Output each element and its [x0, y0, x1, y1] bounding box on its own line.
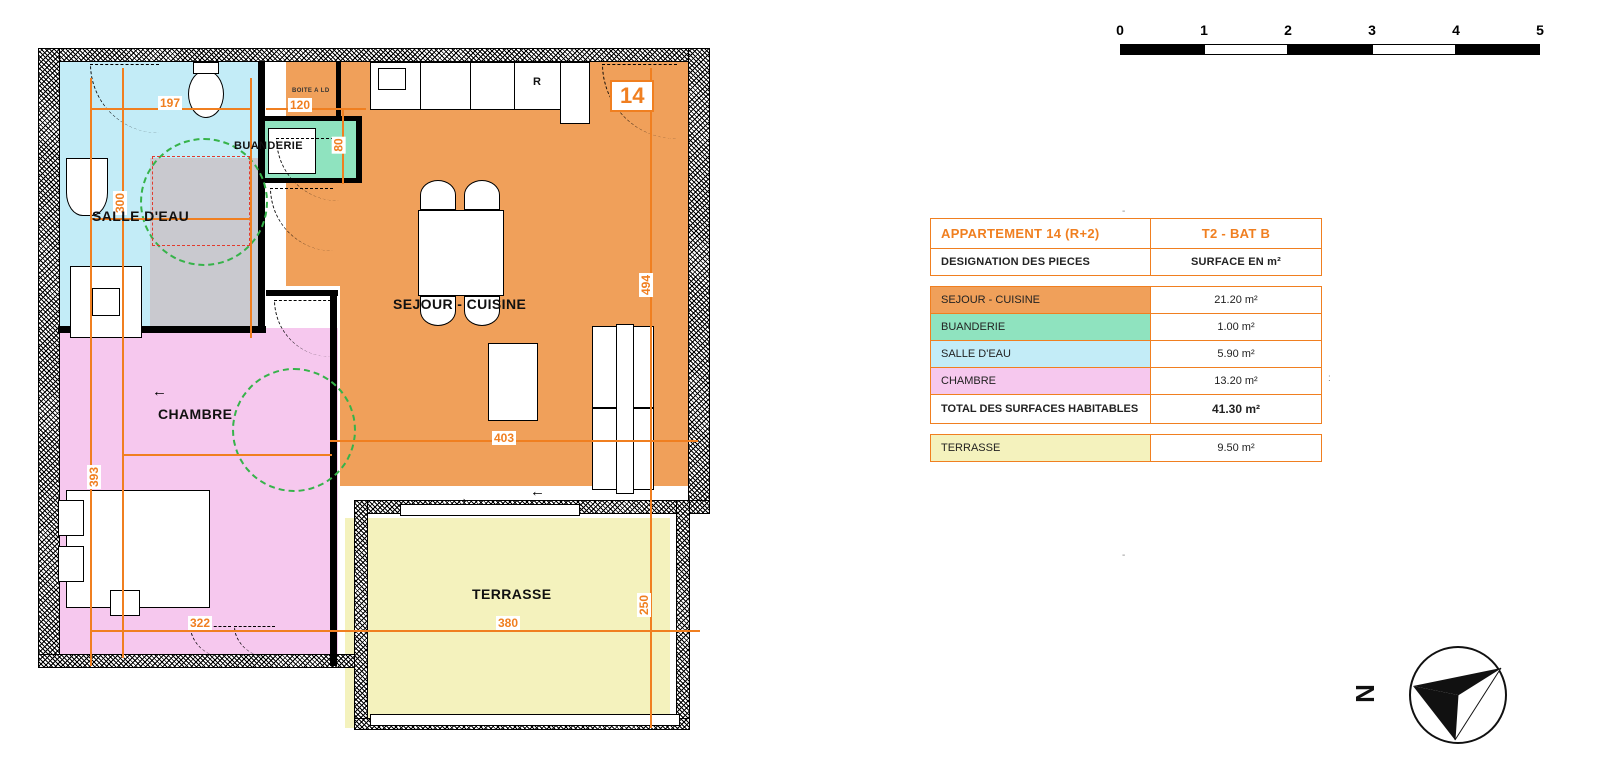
- dim-guide-left: [90, 78, 92, 666]
- dining-table: [418, 210, 504, 296]
- subheader-designation: DESIGNATION DES PIECES: [931, 249, 1151, 276]
- dim-80: 80: [331, 138, 346, 152]
- counter-divider-1: [420, 62, 421, 110]
- shower-drain: [92, 288, 120, 316]
- surface-table: [930, 206, 1331, 561]
- row-surface-buanderie: 1.00 m²: [1151, 314, 1322, 341]
- window-glazing-right: [616, 324, 634, 494]
- scale-label-0: 0: [1116, 22, 1124, 38]
- nightstand-1: [58, 500, 84, 536]
- compass-rose: [1349, 640, 1515, 750]
- scale-segment-4: [1372, 44, 1456, 55]
- table-row: [931, 435, 1322, 462]
- counter-divider-2: [470, 62, 471, 110]
- wall-right: [688, 48, 710, 514]
- dim-393: 393: [87, 466, 102, 488]
- row-surface-sejour: 21.20 m²: [1151, 287, 1322, 314]
- compass-icon: [1403, 640, 1513, 750]
- row-name-salle-deau: SALLE D'EAU: [931, 341, 1151, 368]
- dim-300: 300: [113, 192, 128, 214]
- row-surface-total: 41.30 m²: [1151, 395, 1322, 424]
- chair-1: [420, 180, 456, 210]
- scale-segment-5: [1456, 44, 1540, 55]
- dim-250: 250: [637, 594, 652, 616]
- row-name-sejour: SEJOUR - CUISINE: [931, 287, 1151, 314]
- table-spacer-1: [931, 276, 1322, 287]
- dim-line-chambre-393: [122, 454, 332, 456]
- partition-buanderie-top: [262, 116, 362, 121]
- dim-494: 494: [639, 274, 654, 296]
- tick-bottom: -: [1122, 550, 1126, 561]
- wall-terrace-left: [354, 500, 368, 730]
- room-label-salle-deau: SALLE D'EAU: [92, 208, 190, 224]
- dim-380: 380: [498, 616, 519, 630]
- unit-number-badge: 14: [610, 80, 654, 112]
- tick-top: -: [1122, 206, 1126, 217]
- dim-line-380: [364, 630, 700, 632]
- header-apartment: APPARTEMENT 14 (R+2): [931, 219, 1151, 249]
- row-name-chambre: CHAMBRE: [931, 368, 1151, 395]
- clearance-rect: [152, 156, 250, 246]
- dim-197: 197: [160, 96, 181, 110]
- row-surface-salle-deau: 5.90 m²: [1151, 341, 1322, 368]
- surface-table-grid: [930, 218, 1322, 462]
- table-row: [931, 287, 1322, 314]
- dim-322: 322: [190, 616, 211, 630]
- scale-label-1: 1: [1200, 22, 1208, 38]
- kitchen-column: [560, 62, 590, 124]
- header-type: T2 - BAT B: [1151, 219, 1322, 249]
- room-label-chambre: CHAMBRE: [158, 406, 233, 422]
- wall-top: [38, 48, 710, 62]
- dim-120: 120: [290, 98, 311, 112]
- arrow-right-sejour: →: [454, 490, 469, 507]
- compass-north-label: N: [1349, 684, 1380, 703]
- scale-segment-3: [1288, 44, 1372, 55]
- dim-guide-right: [650, 68, 652, 728]
- row-name-total: TOTAL DES SURFACES HABITABLES: [931, 395, 1151, 424]
- partition-chambre-top: [266, 290, 338, 296]
- table-header-row: [931, 219, 1322, 249]
- bed-foot: [110, 590, 140, 616]
- room-label-buanderie: BUANDERIE: [234, 140, 303, 152]
- wall-left: [38, 48, 60, 668]
- scale-bar: [1116, 22, 1544, 68]
- wall-terrace-right: [676, 500, 690, 730]
- accessibility-circle-chambre: [232, 368, 356, 492]
- toilet-tank: [193, 62, 219, 74]
- scale-label-5: 5: [1536, 22, 1544, 38]
- scale-segment-2: [1204, 44, 1288, 55]
- door-swing-hall: [270, 188, 333, 251]
- dim-line-120: [266, 108, 366, 110]
- chair-2: [464, 180, 500, 210]
- arrow-left-sejour: ←: [530, 483, 545, 500]
- scale-segment-1: [1120, 44, 1204, 55]
- table-row: [931, 368, 1322, 395]
- table-row: [931, 314, 1322, 341]
- row-surface-chambre: 13.20 m²: [1151, 368, 1322, 395]
- sliding-door-terrace: [400, 504, 580, 516]
- table-row: [931, 341, 1322, 368]
- partition-buanderie-right: [356, 116, 362, 182]
- row-surface-terrasse: 9.50 m²: [1151, 435, 1322, 462]
- scale-label-3: 3: [1368, 22, 1376, 38]
- coffee-table: [488, 343, 538, 421]
- room-label-terrasse: TERRASSE: [472, 586, 552, 602]
- dim-403: 403: [494, 431, 515, 445]
- appliance-label: R: [533, 76, 542, 88]
- terrace-railing: [370, 714, 680, 726]
- room-label-sejour: SEJOUR - CUISINE: [393, 296, 527, 312]
- table-total-row: [931, 395, 1322, 424]
- wall-bottom-left: [38, 654, 368, 668]
- scale-label-4: 4: [1452, 22, 1460, 38]
- sink: [378, 68, 406, 90]
- toilet: [188, 70, 224, 118]
- arrow-left-chambre: ←: [152, 383, 167, 400]
- table-subheader-row: [931, 249, 1322, 276]
- nightstand-2: [58, 546, 84, 582]
- table-spacer-2: [931, 424, 1322, 435]
- scale-label-2: 2: [1284, 22, 1292, 38]
- boite-note: BOITE A LD: [292, 88, 330, 94]
- subheader-surface: SURFACE EN m²: [1151, 249, 1322, 276]
- dim-guide-salle-right: [250, 78, 252, 338]
- row-name-buanderie: BUANDERIE: [931, 314, 1151, 341]
- row-name-terrasse: TERRASSE: [931, 435, 1151, 462]
- tick-right: :: [1328, 373, 1331, 384]
- floor-plan: [30, 38, 710, 728]
- dim-guide-left2: [122, 68, 124, 658]
